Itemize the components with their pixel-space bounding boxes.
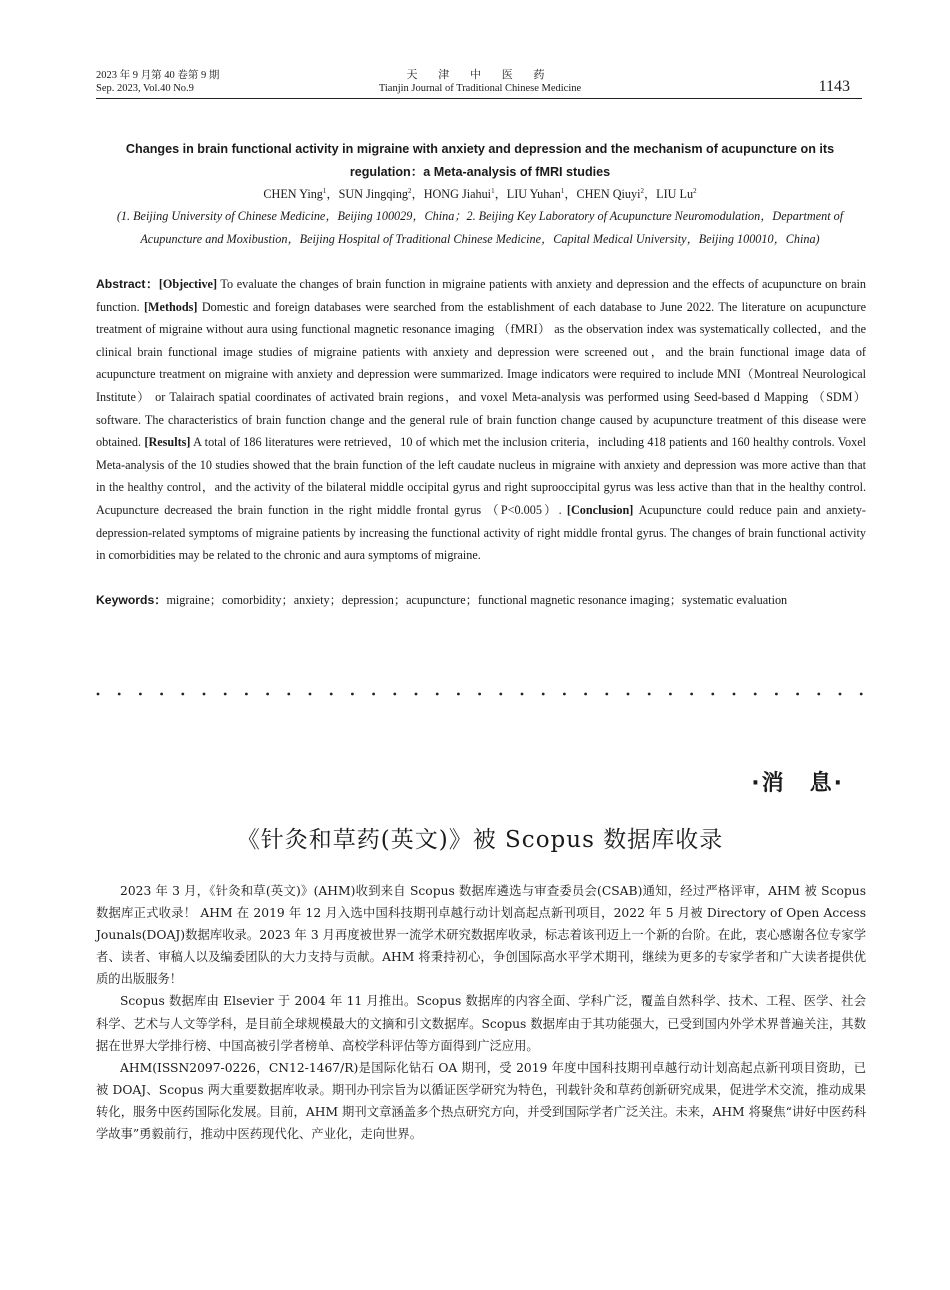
- separator-dot: [372, 693, 375, 696]
- separator-dot: [478, 693, 481, 696]
- keywords-text: migraine；comorbidity；anxiety；depression；acupuncture；functional magnetic resonance imaging；systematic evaluation: [166, 593, 788, 607]
- dotted-separator: [96, 680, 866, 696]
- author-list: CHEN Ying$^1$，SUN Jingqing$^2$，HONG Jiahui$^1$，LIU Yuhan$^1$，CHEN Qiuyi$^2$，LIU Lu$^2$: [263, 187, 697, 202]
- separator-dot: [457, 693, 460, 696]
- separator-dot: [775, 693, 778, 696]
- methods-label: [Methods]: [144, 299, 198, 314]
- author: CHEN Qiuyi: [576, 187, 641, 202]
- separator-dot: [139, 693, 142, 696]
- separator-dot: [690, 693, 693, 696]
- news-paragraph: AHM(ISSN2097-0226，CN12-1467/R)是国际化钻石 OA 期刊，受 2019 年度中国科技期刊卓越行动计划高起点新刊项目资助，已被 DOAJ、Scopus 两大重要数据库收录。期刊办刊宗旨为以循证医学研究为特色，刊载针灸和草药创新研究成果，促进学术交流，推动成果转化，服务中医药国际化发展。目前，AHM 期刊文章涵盖多个热点研究方向，并受到国际学者广泛关注。未来，AHM 将聚焦“讲好中医药科学故事”勇毅前行，推动中医药现代化、产业化，走向世界。: [96, 1060, 866, 1142]
- separator-dot: [287, 693, 290, 696]
- separator-dot: [203, 693, 206, 696]
- separator-dot: [754, 693, 757, 696]
- separator-dot: [860, 693, 863, 696]
- separator-dot: [521, 693, 524, 696]
- separator-dot: [97, 693, 100, 696]
- separator-dot: [542, 693, 545, 696]
- keywords: [96, 590, 866, 610]
- objective-text: To evaluate the changes of brain function in migraine patients with anxiety and depression and the effects of acupuncture on brain function.: [96, 277, 866, 314]
- journal-name-cn: 天 津 中 医 药: [406, 69, 554, 81]
- issue-info: [96, 69, 219, 95]
- results-label: [Results]: [144, 435, 191, 450]
- separator-dot: [605, 693, 608, 696]
- separator-dot: [563, 693, 566, 696]
- keywords-label: Keywords：: [96, 593, 167, 607]
- page-number: 1143: [818, 78, 850, 95]
- separator-dot: [224, 693, 227, 696]
- news-body: [96, 880, 866, 1145]
- separator-dot: [733, 693, 736, 696]
- separator-dot: [266, 693, 269, 696]
- author: HONG Jiahui: [423, 187, 492, 202]
- journal-name-en: Tianjin Journal of Traditional Chinese Medicine: [378, 83, 582, 94]
- author: LIU Lu: [656, 187, 694, 202]
- separator-dot: [181, 693, 184, 696]
- separator-dot: [627, 693, 630, 696]
- separator-dot: [648, 693, 651, 696]
- separator-dot: [796, 693, 799, 696]
- author: LIU Yuhan: [506, 187, 561, 202]
- news-title: 《针灸和草药(英文)》被 Scopus 数据库收录: [236, 827, 724, 853]
- objective-label: [Objective]: [158, 277, 218, 291]
- issue-cn: 2023 年 9 月第 40 卷第 9 期: [96, 70, 220, 81]
- article-title: Changes in brain functional activity in migraine with anxiety and depression and the mechanism of acupuncture on its regulation：a Meta-analysis of fMRI studies: [125, 142, 835, 179]
- separator-dot: [711, 693, 714, 696]
- journal-name: [330, 69, 630, 95]
- separator-dot: [351, 693, 354, 696]
- abstract: [96, 273, 866, 567]
- author: SUN Jingqing: [338, 187, 409, 202]
- separator-dot: [817, 693, 820, 696]
- separator-dot: [118, 693, 121, 696]
- separator-dot: [245, 693, 248, 696]
- separator-dot: [436, 693, 439, 696]
- separator-dot: [499, 693, 502, 696]
- author: CHEN Ying: [263, 187, 323, 202]
- conclusion-label: [Conclusion]: [566, 502, 634, 517]
- section-tag: ·消 息·: [751, 771, 844, 796]
- news-paragraph: 2023 年 3 月，《针灸和草(英文)》(AHM)收到来自 Scopus 数据库遴选与审查委员会(CSAB)通知，经过严格评审，AHM 被 Scopus 数据库正式收录！ AHM 在 2019 年 12 月入选中国科技期刊卓越行动计划高起点新刊项目，2022 年 5 月被 Directory of Open Access Jounals(DOAJ)数据库收录。2023 年 3 月再度被世界一流学术研究数据库收录，标志着该刊迈上一个新的台阶。在此，衷心感谢各位专家学者、读者、审稿人以及编委团队的大力支持与贡献。AHM 将秉持初心，争创国际高水平学术期刊，继续为更多的专家学者和广大读者提供优质的出版服务！: [96, 884, 866, 987]
- news-paragraph: Scopus 数据库由 Elsevier 于 2004 年 11 月推出。Scopus 数据库的内容全面、学科广泛，覆盖自然科学、技术、工程、医学、社会科学、艺术与人文等学科，是目前全球规模最大的文摘和引文数据库。Scopus 数据库由于其功能强大，已受到国内外学术界普遍关注，其数据在世界大学排行榜、中国高被引学者榜单、高校学科评估等方面得到广泛应用。: [96, 994, 866, 1053]
- separator-dot: [309, 693, 312, 696]
- header-rule: [96, 98, 862, 99]
- separator-dot: [584, 693, 587, 696]
- separator-dot: [160, 693, 163, 696]
- issue-en: Sep. 2023, Vol.40 No.9: [96, 83, 194, 94]
- separator-dot: [393, 693, 396, 696]
- methods-text: Domestic and foreign databases were searched from the establishment of each database to June 2022. The literature on acupuncture treatment of migraine without aura using functional magnetic resonance imaging （fMRI） as the observation index was systematically collected，and the clinical brain functional image studies of migraine patients with anxiety and depression were screened out，and the brain functional image data of acupuncture treatment on migraine with anxiety and depression were summarized. Image indicators were required to include MNI（Montreal Neurological Institute） or Talairach spatial coordinates of activated brain regions，and voxel Meta-analysis was performed using Seed-based d Mapping （SDM） software. The characteristics of brain function change and the general rule of brain function change caused by acupuncture treatment of this disease were obtained.: [96, 299, 866, 450]
- separator-dot: [839, 693, 842, 696]
- conclusion-text: Acupuncture could reduce pain and anxiety-depression-related symptoms of migraine patients by increasing the functional activity of right middle frontal gyrus. The changes of brain functional activity in comorbidities may be related to the chronic and aura symptoms of migraine.: [96, 502, 866, 563]
- results-text: A total of 186 literatures were retrieved，10 of which met the inclusion criteria，including 418 patients and 160 healthy controls. Voxel Meta-analysis of the 10 studies showed that the brain function of the left caudate nucleus in migraine with anxiety and depression was more active than that in the healthy control，and the activity of the bilateral middle occipital gyrus and right suprooccipital gyrus was less active than that in the healthy control. Acupuncture decreased the brain function in the right middle frontal gyrus （P<0.005）.: [96, 435, 867, 517]
- abstract-label: Abstract：: [96, 277, 159, 291]
- affiliations: (1. Beijing University of Chinese Medicine，Beijing 100029，China；2. Beijing Key Laboratory of Acupuncture Neuromodulation，Department of Acupuncture and Moxibustion，Beijing Hospital of Traditional Chinese Medicine，Capital Medical University，Beijing 100010，China): [116, 209, 844, 246]
- separator-dot: [330, 693, 333, 696]
- separator-dot: [415, 693, 418, 696]
- separator-dot: [669, 693, 672, 696]
